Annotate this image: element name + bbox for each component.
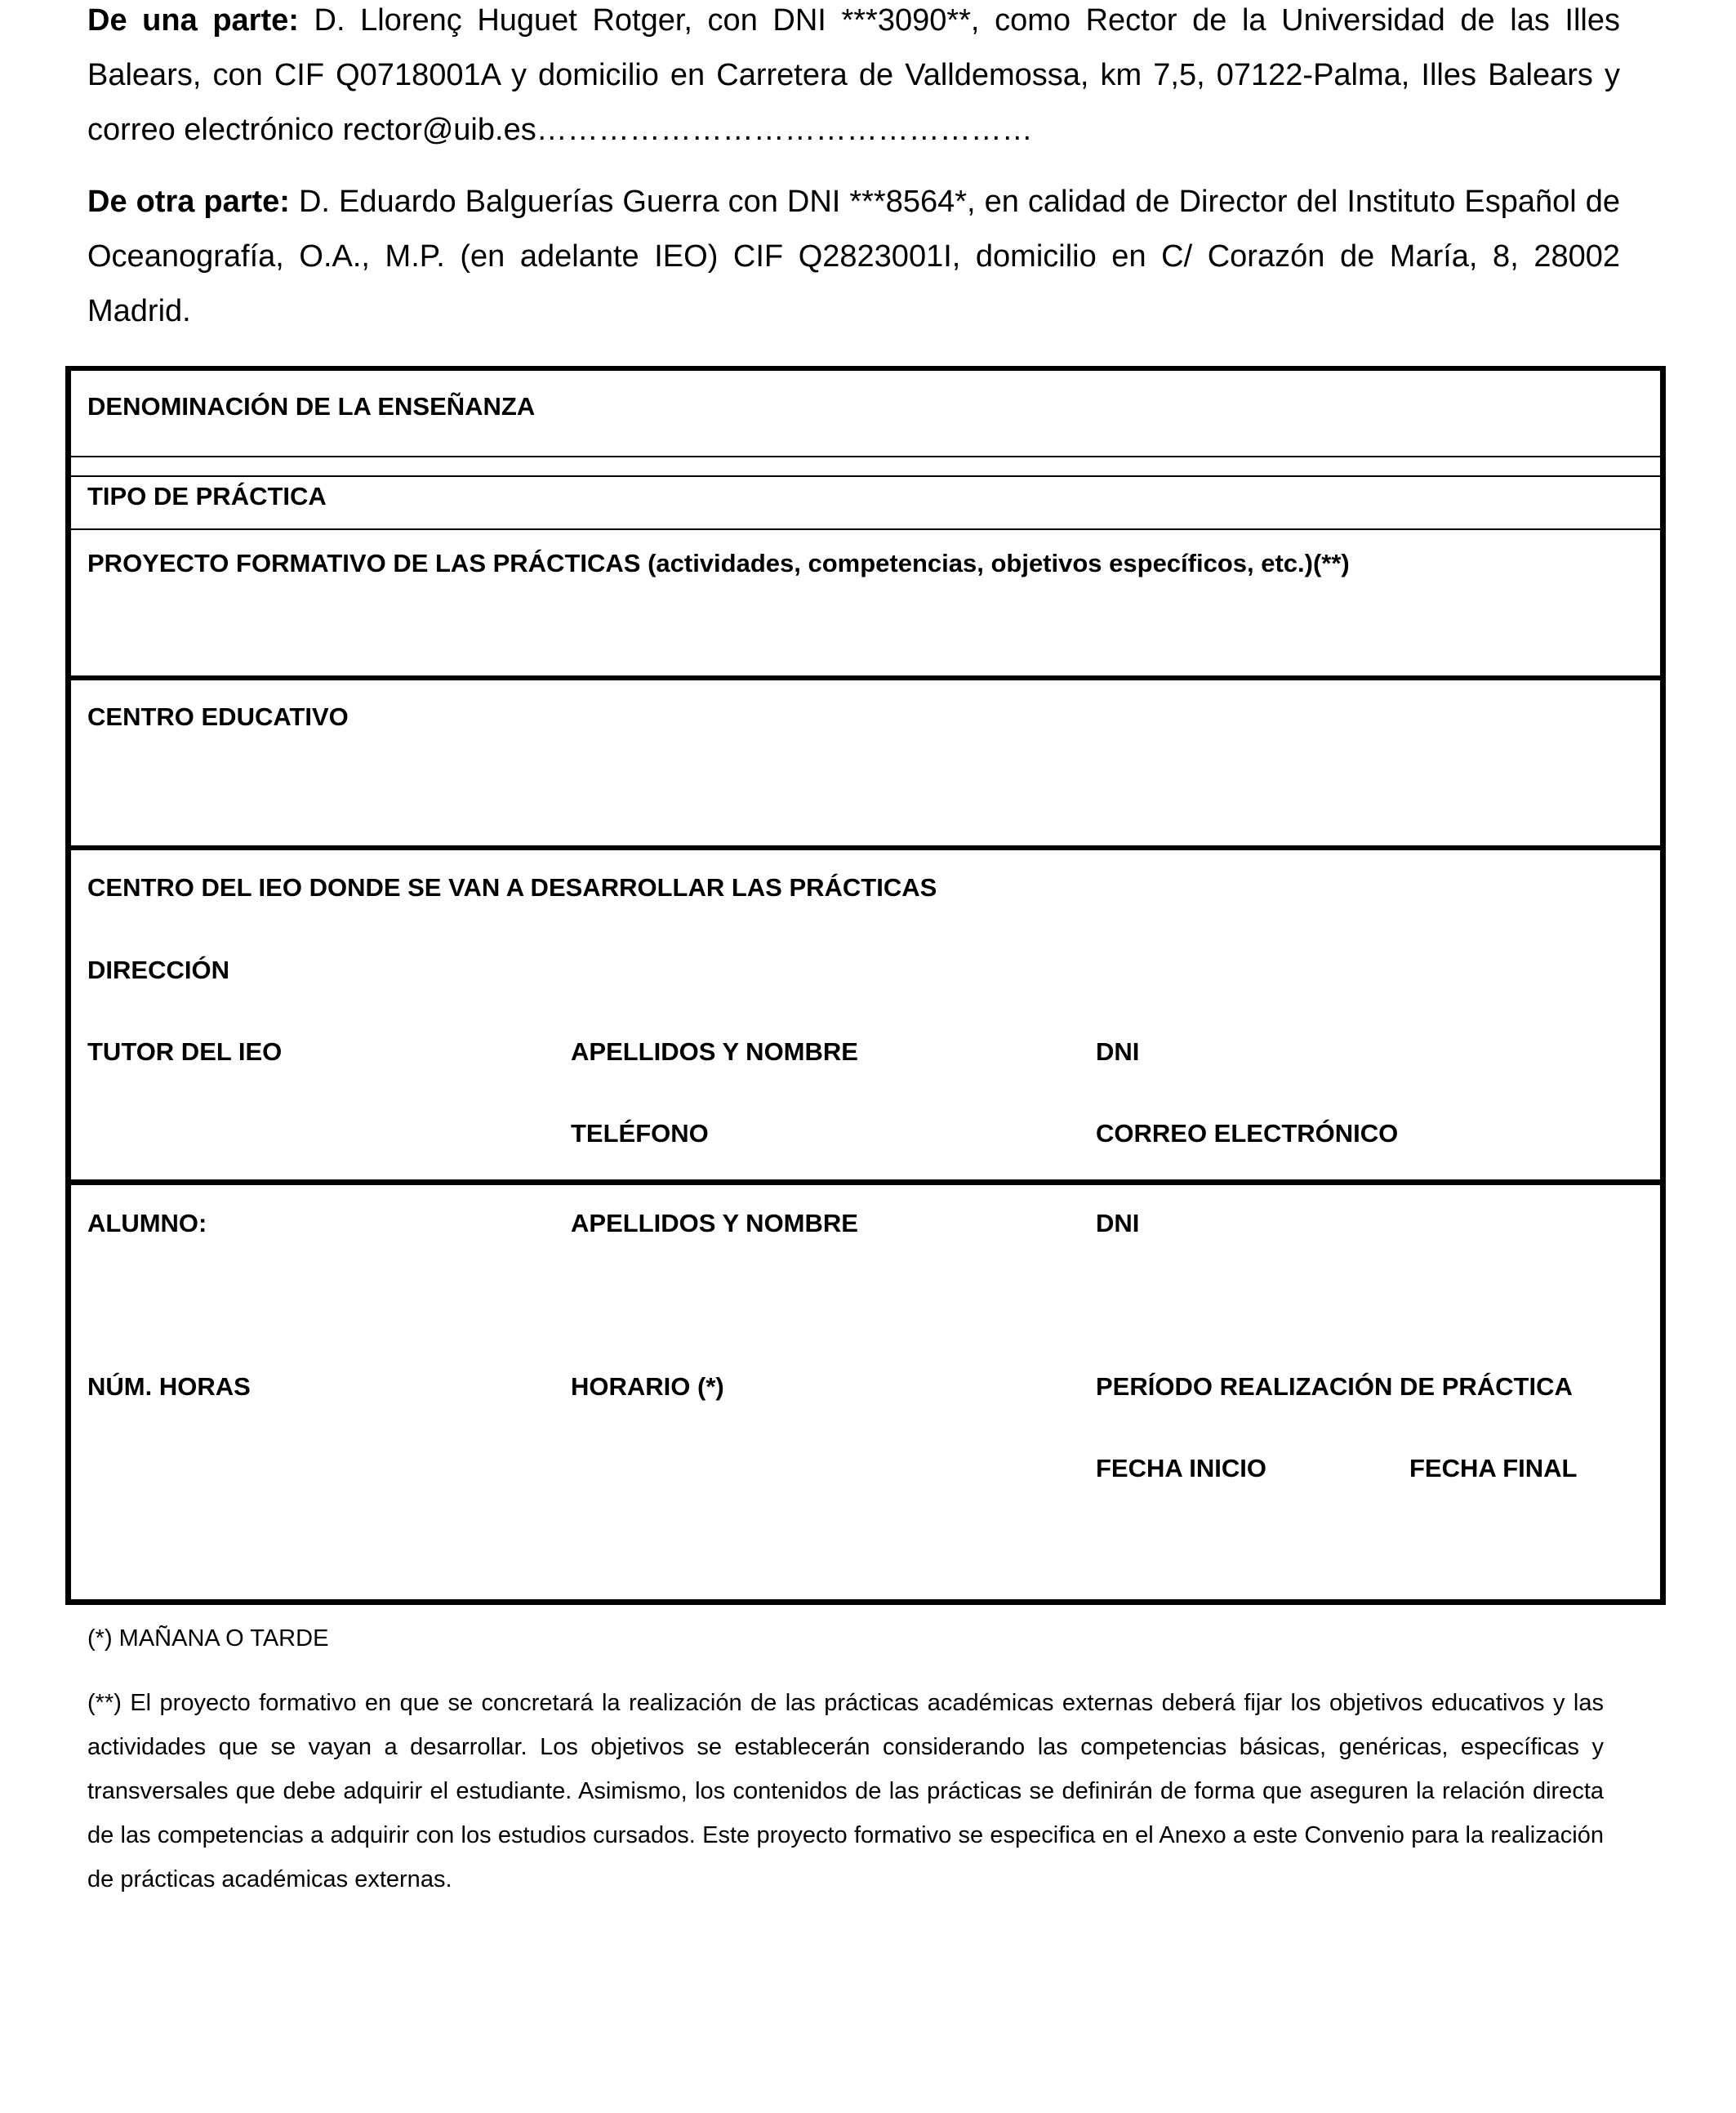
table-border-left (65, 366, 71, 1605)
direccion-label: DIRECCIÓN (87, 956, 229, 984)
tutor-ieo-label: TUTOR DEL IEO (87, 1037, 283, 1066)
party-second-paragraph (87, 175, 1620, 339)
alumno-apellidos-label: APELLIDOS Y NOMBRE (571, 1209, 858, 1237)
section-divider (71, 675, 1660, 680)
tipo-practica-label: TIPO DE PRÁCTICA (87, 482, 327, 510)
num-horas-label: NÚM. HORAS (87, 1372, 251, 1401)
party-second-text: D. Eduardo Balguerías Guerra con DNI ***8564*, en calidad de Director del Instituto Español de Oceanografía, O.A., M.P. (en adelante IEO) CIF Q2823001I, domicilio en C/ Corazón de María, 8, 28002 Madrid. (87, 185, 1620, 328)
denominacion-label: DENOMINACIÓN DE LA ENSEÑANZA (87, 392, 536, 421)
tutor-apellidos-label: APELLIDOS Y NOMBRE (571, 1037, 858, 1066)
horario-label: HORARIO (*) (571, 1372, 724, 1401)
party-first-paragraph (87, 0, 1620, 158)
row-divider (71, 528, 1660, 530)
table-border-right (1660, 366, 1666, 1605)
alumno-dni-label: DNI (1096, 1209, 1140, 1237)
tutor-dni-label: DNI (1096, 1037, 1140, 1066)
section-divider (71, 1179, 1660, 1185)
fecha-inicio-label: FECHA INICIO (1096, 1454, 1266, 1482)
row-divider (71, 475, 1660, 477)
section-divider (71, 845, 1660, 850)
centro-educativo-label: CENTRO EDUCATIVO (87, 702, 349, 731)
row-divider (71, 456, 1660, 457)
proyecto-formativo-title: PROYECTO FORMATIVO DE LAS PRÁCTICAS (87, 549, 641, 577)
party-first-label: De una parte: (87, 3, 299, 38)
alumno-label: ALUMNO: (87, 1209, 207, 1237)
table-border-top (65, 366, 1666, 371)
party-first-text: D. Llorenç Huguet Rotger, con DNI ***3090**, como Rector de la Universidad de las Illes Balears, con CIF Q0718001A y domicilio en Carretera de Valldemossa, km 7,5, 07122-Palma, Illes Balears y correo electrónico rector@uib.es………………………………………… (87, 3, 1620, 147)
proyecto-formativo-label (87, 549, 1350, 578)
proyecto-formativo-detail: (actividades, competencias, objetivos específicos, etc.)(**) (640, 549, 1350, 577)
tutor-correo-label: CORREO ELECTRÓNICO (1096, 1119, 1399, 1148)
footnote-horario: (*) MAÑANA O TARDE (87, 1625, 329, 1652)
party-second-label: De otra parte: (87, 185, 290, 219)
table-border-bottom (65, 1599, 1666, 1605)
tutor-telefono-label: TELÉFONO (571, 1119, 709, 1148)
footnote-proyecto: (**) El proyecto formativo en que se concretará la realización de las prácticas académicas externas deberá fijar los objetivos educativos y las actividades que se vayan a desarrollar. Los objetivos se establecerán considerando las competencias básicas, genéricas, específicas y transversales que debe adquirir el estudiante. Asimismo, los contenidos de las prácticas se definirán de forma que aseguren la relación directa de las competencias a adquirir con los estudios cursados. Este proyecto formativo se especifica en el Anexo a este Convenio para la realización de prácticas académicas externas. (87, 1690, 1604, 1892)
centro-ieo-label: CENTRO DEL IEO DONDE SE VAN A DESARROLLAR LAS PRÁCTICAS (87, 873, 937, 902)
fecha-final-label: FECHA FINAL (1409, 1454, 1578, 1482)
periodo-label: PERÍODO REALIZACIÓN DE PRÁCTICA (1096, 1372, 1573, 1401)
